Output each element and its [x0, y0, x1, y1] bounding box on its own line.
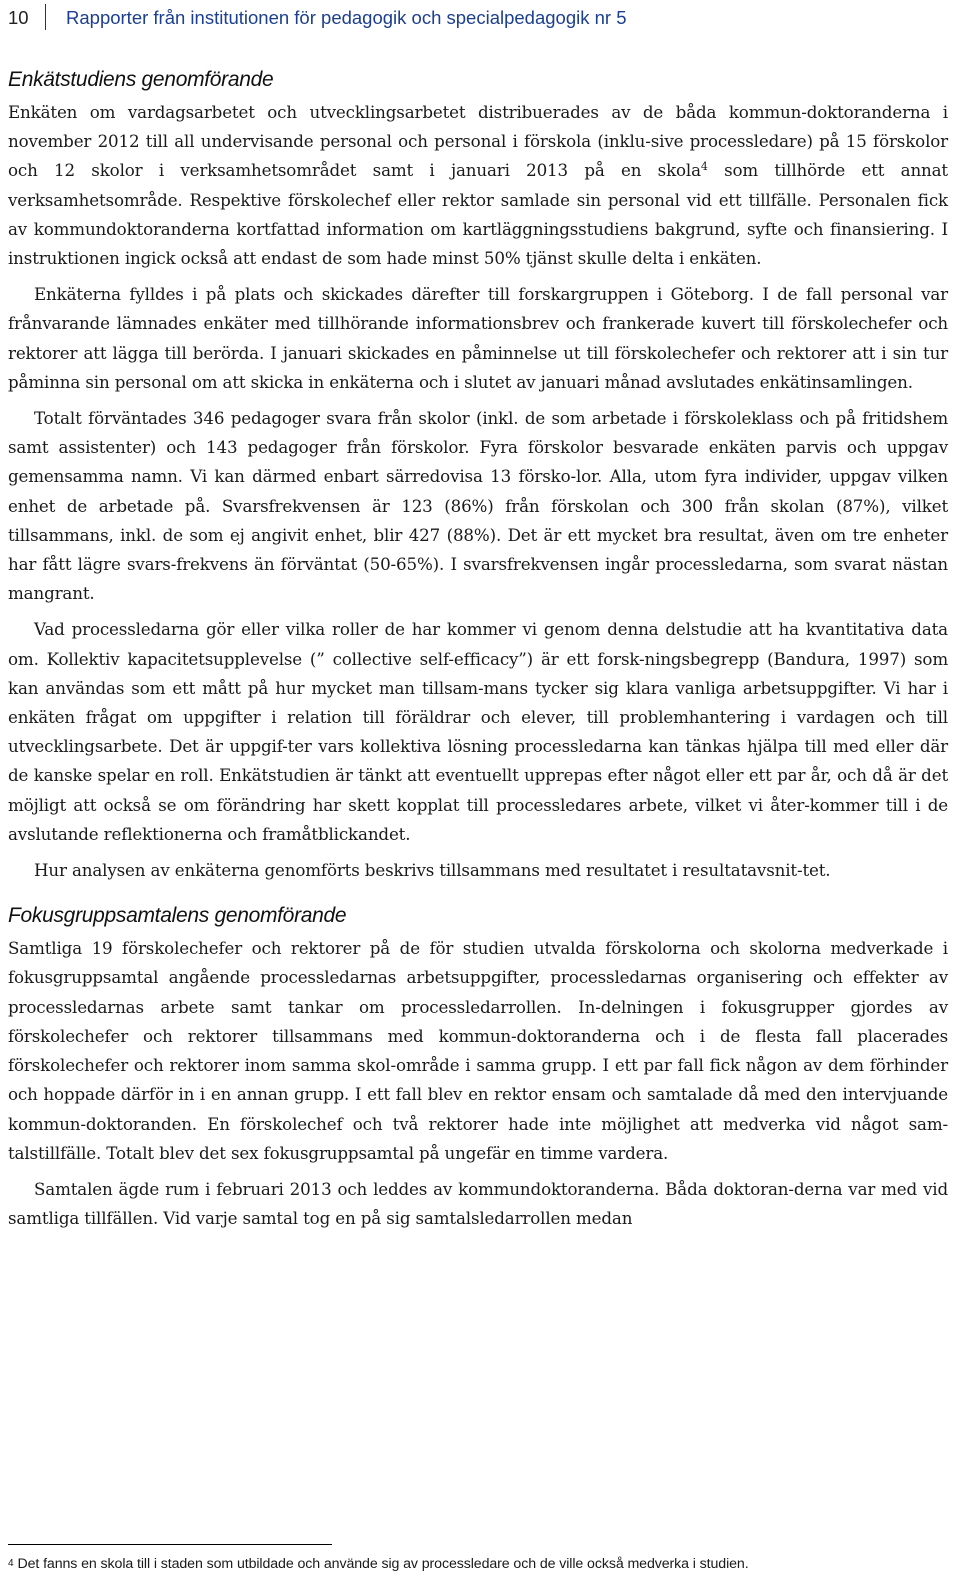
paragraph-text: som tillhörde ett annat verksamhetsområde. Respektive förskolechef eller rektor samlade sin personal vid ett tillfälle. Personalen fick av kommundoktoranderna kortfattad information om kartläggningsstudiens bakgrund, syfte och finansiering. I instruktionen ingick också att endast de som hade minst 50% tjänst skulle delta i enkäten.: [8, 160, 948, 269]
paragraph: Totalt förväntades 346 pedagoger svara från skolor (inkl. de som arbetade i förskoleklass och på fritidshem samt assistenter) och 143 pedagoger från förskolor. Fyra förskolor besvarade enkäten parvis och uppgav gemensamma namn. Vi kan därmed enbart särredovisa 13 försko-lor. Alla, utom fyra individer, uppgav vilken enhet de arbetade på. Svarsfrekvensen är 123 (86%) från förskolan och 300 från skolan (87%), vilket tillsammans, inkl. de som ej angivit enhet, blir 427 (88%). Det är ett mycket bra resultat, även om tre enheter har fått lägre svars-frekvens än förväntat (50-65%). I svarsfrekvensen ingår processledarna, som svarat nästan mangrant.: [8, 408, 948, 604]
running-header: [8, 0, 948, 40]
footnote: [8, 1556, 953, 1572]
paragraph: Hur analysen av enkäterna genomförts beskrivs tillsammans med resultatet i resultatavsnit-tet.: [34, 860, 831, 881]
footnote-mark: 4: [8, 1558, 14, 1569]
running-title: Rapporter från institutionen för pedagogik och specialpedagogik nr 5: [66, 7, 627, 28]
paragraph: Samtliga 19 förskolechefer och rektorer på de för studien utvalda förskolorna och skolorna medverkade i fokusgruppsamtal angående processledarnas arbetsuppgifter, processledarnas organisering och effekter av processledarnas arbete samt tankar om processledarrollen. In-delningen i fokusgrupper gjordes av förskolechefer och rektorer tillsammans med kommun-doktoranderna och i de flesta fall placerades förskolechefer och rektorer inom samma skol-område i samma grupp. I ett par fall fick någon av dem förhinder och hoppade därför in i en annan grupp. I ett fall blev en rektor ensam och samtalade då med den intervjuande kommun-doktoranden. En förskolechef och två rektorer hade inte möjlighet att medverka vid något sam-talstillfälle. Totalt blev det sex fokusgruppsamtal på ungefär en timme vardera.: [8, 938, 948, 1163]
footnote-rule: [8, 1544, 332, 1545]
header-divider: [45, 4, 46, 30]
page-number: 10: [8, 7, 29, 28]
footnote-reference[interactable]: 4: [700, 160, 708, 174]
page-body: [8, 62, 948, 1233]
paragraph: [8, 98, 948, 273]
section-heading-fokusgrupp: Fokusgruppsamtalens genomförande: [8, 904, 347, 928]
paragraph: Samtalen ägde rum i februari 2013 och leddes av kommundoktoranderna. Båda doktoran-derna var med vid samtliga tillfällen. Vid varje samtal tog en på sig samtalsledarrollen medan: [8, 1178, 948, 1229]
paragraph-text: Enkäten om vardagsarbetet och utvecklingsarbetet distribuerades av de båda kommun-doktoranderna i november 2012 till all undervisande personal och personal i förskola (inklu-sive processledare) på 15 förskolor och 12 skolor i verksamhetsområdet samt i januari 2013 på en skola: [8, 102, 948, 181]
paragraph: Vad processledarna gör eller vilka roller de har kommer vi genom denna delstudie att ha kvantitativa data om. Kollektiv kapacitetsupplevelse (” collective self-efficacy”) är ett forsk-ningsbegrepp (Bandura, 1997) som kan användas som ett mått på hur mycket man tillsam-mans tycker sig klara vanliga arbetsuppgifter. Vi har i enkäten frågat om uppgifter i relation till föräldrar och elever, till problemhantering i vardagen och till utvecklingsarbete. Det är uppgif-ter vars kollektiva lösning processledarna kan tänkas hjälpa till med eller där de kanske spelar en roll. Enkätstudien är tänkt att eventuellt upprepas efter något eller ett par år, och då är det möjligt att också se om förändring har skett kopplat till processledares arbete, vilket vi åter-kommer till i de avslutande reflektionerna och framåtblickandet.: [8, 619, 948, 844]
footnote-text: Det fanns en skola till i staden som utbildade och använde sig av processledare och de ville också medverka i studien.: [17, 1556, 749, 1572]
section-heading-enkat: Enkätstudiens genomförande: [8, 68, 274, 91]
paragraph: Enkäterna fylldes i på plats och skickades därefter till forskargruppen i Göteborg. I de fall personal var frånvarande lämnades enkäter med tillhörande informationsbrev och frankerade kuvert till förskolechefer och rektorer att lägga till berörda. I januari skickades en påminnelse ut till förskolechefer och rektorer att i sin tur påminna sin personal om att skicka in enkäterna och i slutet av januari månad avslutades enkätinsamlingen.: [8, 284, 948, 392]
